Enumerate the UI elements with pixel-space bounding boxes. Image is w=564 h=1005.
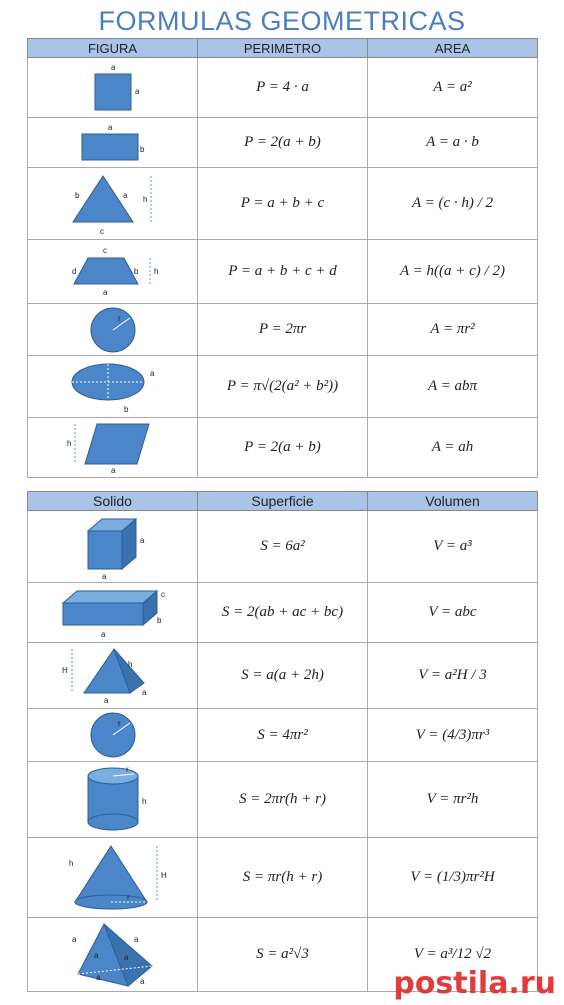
svg-text:r: r — [117, 719, 121, 728]
svg-text:b: b — [123, 404, 128, 414]
area-formula: A = a² — [368, 58, 538, 118]
svg-text:h: h — [127, 659, 132, 669]
area-formula: A = abπ — [368, 356, 538, 418]
header-solido: Solido — [28, 492, 198, 511]
svg-text:h: h — [68, 858, 73, 868]
area-formula: A = a · b — [368, 118, 538, 168]
svg-text:a: a — [103, 695, 108, 705]
svg-text:r: r — [125, 764, 129, 774]
svg-text:c: c — [160, 589, 165, 599]
sphere-icon — [78, 710, 148, 760]
svg-text:a: a — [149, 368, 154, 378]
rectangular-prism-icon — [53, 585, 173, 641]
volume-formula: V = a³ — [368, 511, 538, 583]
svg-text:a: a — [122, 190, 127, 200]
table-row — [28, 356, 538, 418]
svg-text:a: a — [100, 629, 105, 639]
surface-formula: S = a²√3 — [198, 918, 368, 992]
table-row — [28, 418, 538, 478]
surface-formula: S = 2πr(h + r) — [198, 762, 368, 838]
watermark-logo: postila.ru — [393, 966, 556, 1001]
triangle-icon — [63, 170, 163, 238]
perimeter-formula: P = 2(a + b) — [198, 418, 368, 478]
volume-formula: V = (4/3)πr³ — [368, 709, 538, 762]
table-row — [28, 58, 538, 118]
table-row — [28, 838, 538, 918]
header-volumen: Volumen — [368, 492, 538, 511]
svg-text:h: h — [141, 796, 146, 806]
header-superficie: Superficie — [198, 492, 368, 511]
page-title: FORMULAS GEOMETRICAS — [98, 6, 466, 36]
svg-text:b: b — [133, 266, 138, 276]
svg-text:r: r — [117, 313, 121, 323]
square-icon — [73, 60, 153, 116]
perimeter-formula: P = π√(2(a² + b²)) — [198, 356, 368, 418]
table-row — [28, 118, 538, 168]
volume-formula: V = πr²h — [368, 762, 538, 838]
volume-formula: V = a³/12 √2 — [368, 918, 538, 992]
pyramid-icon — [58, 645, 168, 707]
volume-formula: V = abc — [368, 583, 538, 643]
table-row — [28, 643, 538, 709]
tetrahedron-icon — [58, 920, 168, 990]
svg-text:c: c — [102, 245, 107, 255]
svg-text:a: a — [107, 122, 112, 132]
svg-text:a: a — [110, 465, 115, 475]
svg-text:h: h — [153, 266, 158, 276]
svg-text:d: d — [71, 266, 76, 276]
svg-text:a: a — [95, 972, 100, 982]
svg-text:a: a — [71, 934, 76, 944]
svg-text:b: b — [156, 615, 161, 625]
surface-formula: S = 4πr² — [198, 709, 368, 762]
svg-text:a: a — [102, 287, 107, 297]
plane-figures-table — [27, 38, 538, 478]
area-formula: A = πr² — [368, 304, 538, 356]
svg-text:H: H — [160, 870, 167, 880]
table-row — [28, 583, 538, 643]
table-row — [28, 304, 538, 356]
solid-figures-table — [27, 491, 538, 992]
svg-text:h: h — [142, 194, 147, 204]
table-header-row — [28, 492, 538, 511]
table-row — [28, 511, 538, 583]
svg-text:a: a — [93, 950, 98, 960]
table-row — [28, 168, 538, 240]
perimeter-formula: P = a + b + c — [198, 168, 368, 240]
header-area: AREA — [368, 39, 538, 58]
table-row — [28, 709, 538, 762]
svg-text:b: b — [139, 144, 144, 154]
volume-formula: V = (1/3)πr²H — [368, 838, 538, 918]
surface-formula: S = πr(h + r) — [198, 838, 368, 918]
volume-formula: V = a²H / 3 — [368, 643, 538, 709]
circle-icon — [78, 305, 148, 355]
svg-text:r: r — [126, 892, 130, 902]
svg-text:a: a — [139, 535, 144, 545]
ellipse-icon — [58, 358, 168, 416]
svg-text:a: a — [133, 934, 138, 944]
svg-text:a: a — [123, 952, 128, 962]
parallelogram-icon — [63, 420, 163, 476]
table-header-row — [28, 39, 538, 58]
perimeter-formula: P = 2πr — [198, 304, 368, 356]
svg-text:a: a — [134, 86, 139, 96]
perimeter-formula: P = 4 · a — [198, 58, 368, 118]
perimeter-formula: P = a + b + c + d — [198, 240, 368, 304]
svg-text:a: a — [101, 571, 106, 581]
cylinder-icon — [68, 764, 158, 836]
surface-formula: S = a(a + 2h) — [198, 643, 368, 709]
surface-formula: S = 6a² — [198, 511, 368, 583]
rectangle-icon — [68, 120, 158, 166]
svg-text:a: a — [110, 62, 115, 72]
svg-text:b: b — [74, 190, 79, 200]
svg-text:a: a — [139, 976, 144, 986]
surface-formula: S = 2(ab + ac + bc) — [198, 583, 368, 643]
svg-text:H: H — [61, 665, 68, 675]
area-formula: A = ah — [368, 418, 538, 478]
perimeter-formula: P = 2(a + b) — [198, 118, 368, 168]
header-figura: FIGURA — [28, 39, 198, 58]
header-perimetro: PERIMETRO — [198, 39, 368, 58]
trapezoid-icon — [58, 242, 168, 302]
cube-icon — [68, 513, 158, 581]
svg-text:a: a — [141, 687, 146, 697]
table-row — [28, 762, 538, 838]
table-row — [28, 240, 538, 304]
svg-text:h: h — [66, 438, 71, 448]
cone-icon — [53, 840, 173, 916]
area-formula: A = (c · h) / 2 — [368, 168, 538, 240]
area-formula: A = h((a + c) / 2) — [368, 240, 538, 304]
svg-text:c: c — [99, 226, 104, 236]
